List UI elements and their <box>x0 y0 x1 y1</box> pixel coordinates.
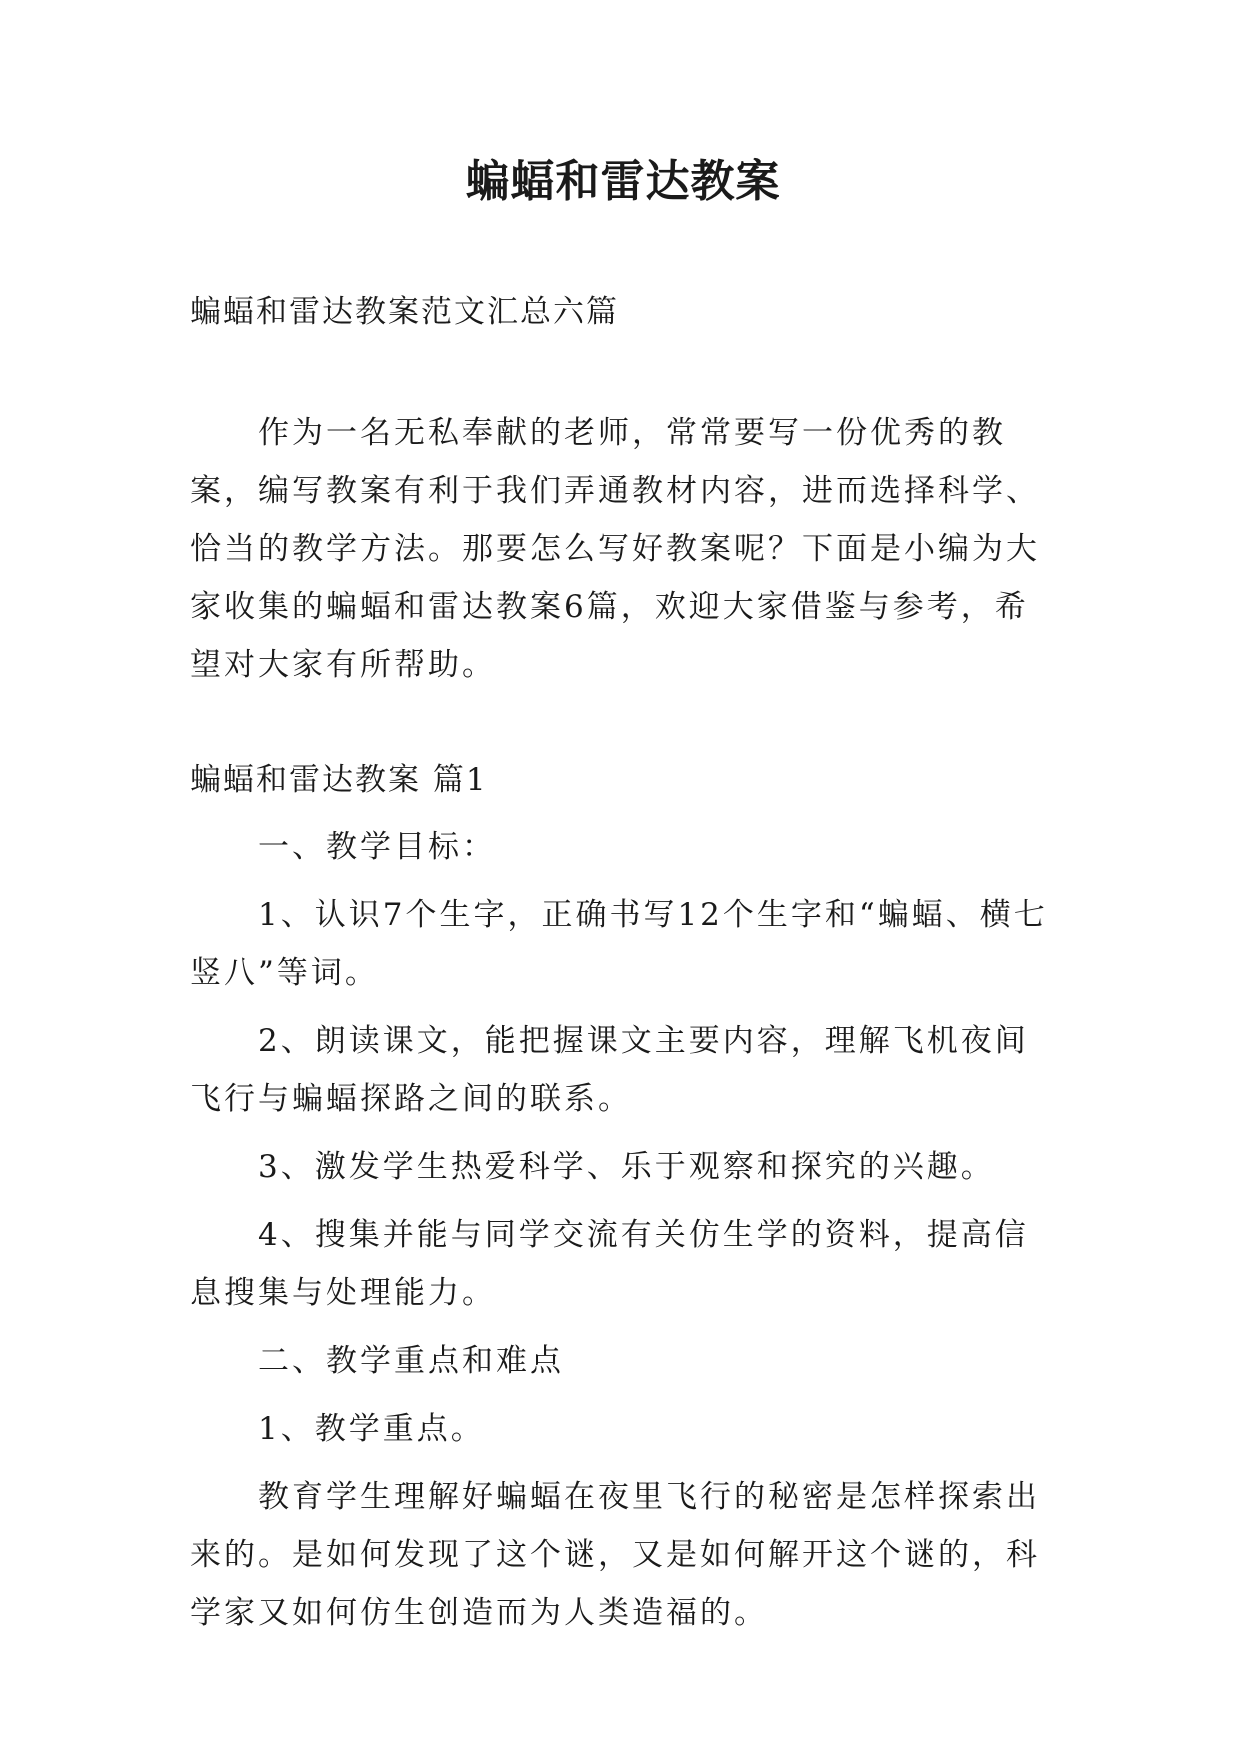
paragraph: 1、教学重点。 <box>258 1411 485 1447</box>
document-subtitle: 蝙蝠和雷达教案范文汇总六篇 <box>190 294 619 330</box>
paragraph: 二、教学重点和难点 <box>258 1343 564 1379</box>
document-title: 蝙蝠和雷达教案 <box>465 156 781 207</box>
section-heading: 蝙蝠和雷达教案 篇1 <box>190 762 488 798</box>
paragraph: 1、认识7个生字，正确书写12个生字和“蝙蝠、横七竖八”等词。 <box>190 897 1048 991</box>
paragraph: 2、朗读课文，能把握课文主要内容，理解飞机夜间飞行与蝙蝠探路之间的联系。 <box>190 1023 1029 1117</box>
paragraph: 一、教学目标： <box>258 829 496 865</box>
paragraph: 4、搜集并能与同学交流有关仿生学的资料，提高信息搜集与处理能力。 <box>190 1217 1029 1311</box>
paragraph: 3、激发学生热爱科学、乐于观察和探究的兴趣。 <box>258 1149 995 1185</box>
intro-paragraph: 作为一名无私奉献的老师，常常要写一份优秀的教案，编写教案有利于我们弄通教材内容，进而选择科学、恰当的教学方法。那要怎么写好教案呢？下面是小编为大家收集的蝙蝠和雷达教案6篇，欢迎大家借鉴与参考，希望对大家有所帮助。 <box>190 415 1040 683</box>
section-body <box>190 818 1056 1652</box>
paragraph: 教育学生理解好蝙蝠在夜里飞行的秘密是怎样探索出来的。是如何发现了这个谜，又是如何解开这个谜的，科学家又如何仿生创造而为人类造福的。 <box>190 1479 1040 1631</box>
